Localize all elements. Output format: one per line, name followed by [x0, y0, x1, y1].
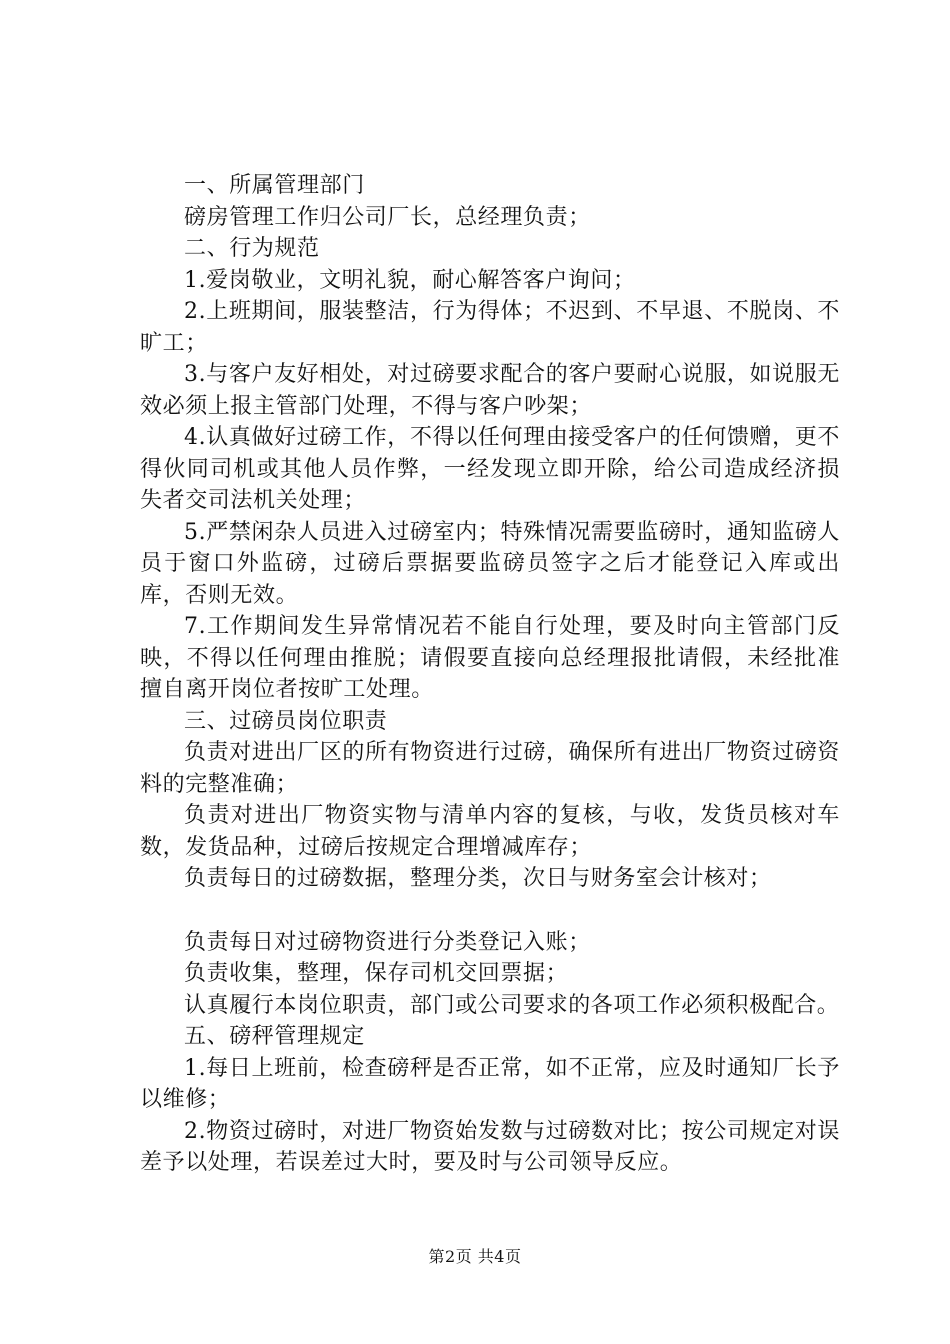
- list-item: 4.认真做好过磅工作，不得以任何理由接受客户的任何馈赠，更不得伙同司机或其他人员作弊，一经发现立即开除，给公司造成经济损失者交司法机关处理；: [140, 425, 840, 513]
- blank-line: [140, 895, 840, 927]
- list-item: 2.物资过磅时，对进厂物资始发数与过磅数对比；按公司规定对误差予以处理，若误差过大时，要及时与公司领导反应。: [140, 1118, 840, 1175]
- list-item: 5.严禁闲杂人员进入过磅室内；特殊情况需要监磅时，通知监磅人员于窗口外监磅，过磅后票据要监磅员签字之后才能登记入库或出库，否则无效。: [140, 519, 840, 608]
- list-item: 7.工作期间发生异常情况若不能自行处理，要及时向主管部门反映，不得以任何理由推脱；请假要直接向总经理报批请假，未经批准擅自离开岗位者按旷工处理。: [140, 614, 840, 702]
- page-number-footer: 第2页 共4页: [428, 1247, 522, 1266]
- list-item: 1.爱岗敬业，文明礼貌，耐心解答客户询问；: [184, 267, 636, 293]
- list-item: 1.每日上班前，检查磅秤是否正常，如不正常，应及时通知厂长予以维修；: [140, 1055, 840, 1112]
- paragraph: 负责每日对过磅物资进行分类登记入账；: [184, 929, 591, 955]
- section-heading: 一、所属管理部门: [184, 173, 365, 198]
- paragraph: 负责对进出厂区的所有物资进行过磅，确保所有进出厂物资过磅资料的完整准确；: [140, 740, 840, 797]
- document-body: [140, 170, 840, 1179]
- paragraph: 负责对进出厂物资实物与清单内容的复核，与收，发货员核对车数，发货品种，过磅后按规定合理增减库存；: [140, 803, 840, 860]
- list-item: 2.上班期间，服装整洁，行为得体；不迟到、不早退、不脱岗、不旷工；: [140, 299, 840, 356]
- paragraph: 负责收集，整理，保存司机交回票据；: [184, 961, 569, 986]
- section-heading: 三、过磅员岗位职责: [184, 708, 388, 734]
- section-heading: 五、磅秤管理规定: [184, 1024, 365, 1049]
- list-item: 3.与客户友好相处，对过磅要求配合的客户要耐心说服，如说服无效必须上报主管部门处理，不得与客户吵架；: [140, 362, 840, 419]
- paragraph: 负责每日的过磅数据，整理分类，次日与财务室会计核对；: [184, 866, 772, 891]
- section-heading: 二、行为规范: [184, 236, 320, 261]
- paragraph: 认真履行本岗位职责，部门或公司要求的各项工作必须积极配合。: [184, 992, 840, 1018]
- paragraph: 磅房管理工作归公司厂长，总经理负责；: [184, 204, 591, 230]
